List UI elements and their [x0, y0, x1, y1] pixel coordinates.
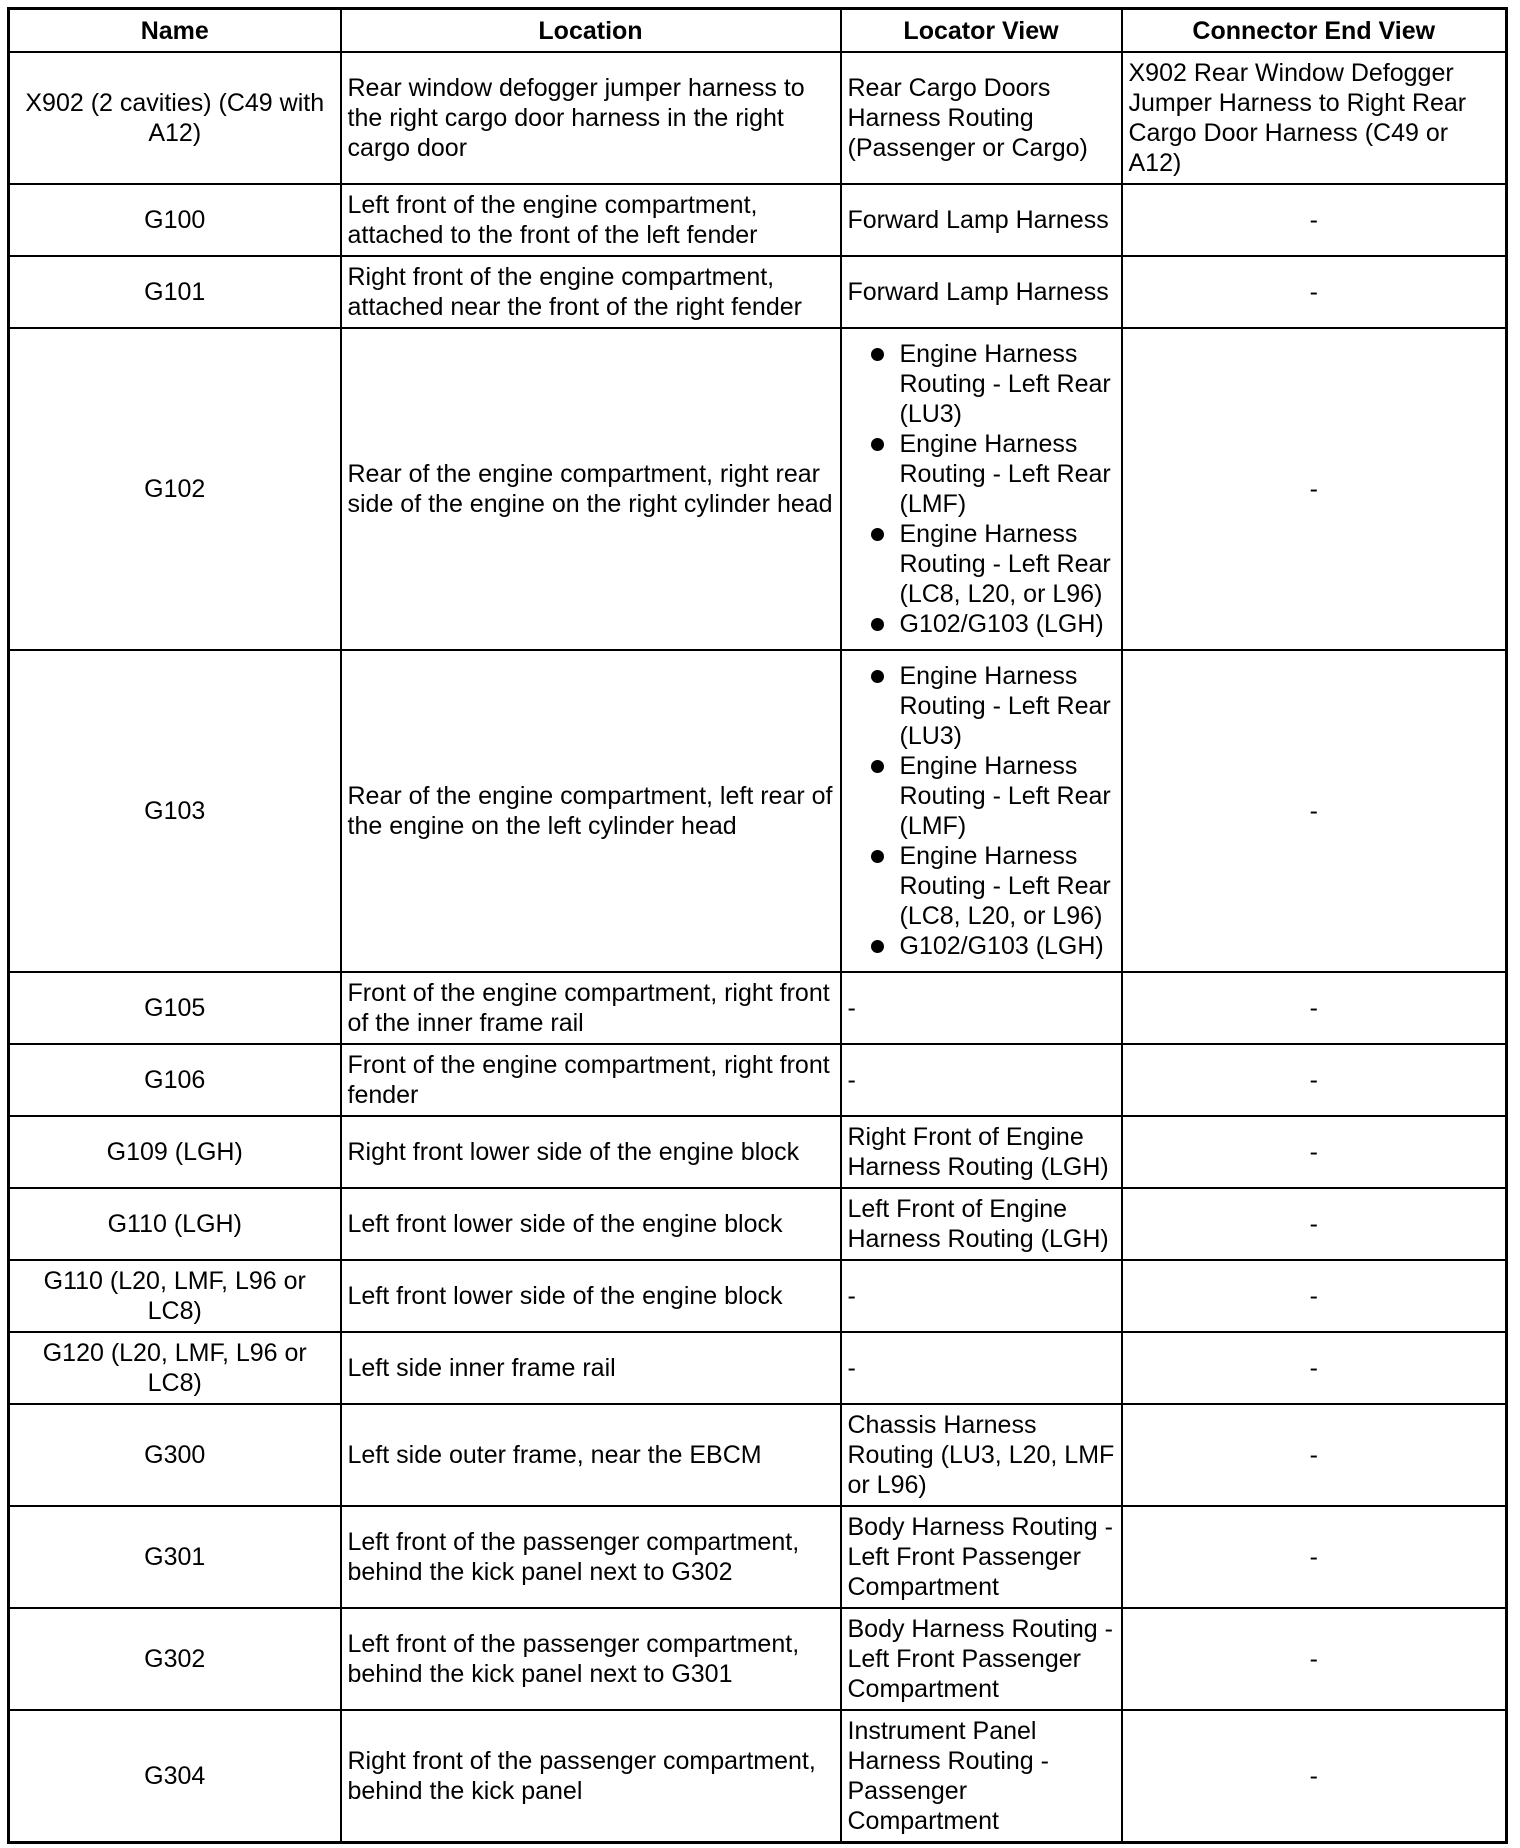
table-row	[9, 1260, 1507, 1332]
cell-connector-end-view: -	[1122, 972, 1507, 1044]
cell-connector-end-view: -	[1122, 256, 1507, 328]
cell-name: X902 (2 cavities) (C49 with A12)	[9, 52, 341, 184]
list-item-text: G102/G103 (LGH)	[899, 932, 1104, 960]
header-row	[9, 9, 1507, 53]
table-row	[9, 52, 1507, 184]
list-item	[848, 339, 1115, 429]
cell-name: G301	[9, 1506, 341, 1608]
bullet-icon	[871, 528, 884, 541]
table-row	[9, 972, 1507, 1044]
cell-connector-end-view: -	[1122, 1608, 1507, 1710]
bullet-icon	[871, 760, 884, 773]
bullet-icon	[871, 850, 884, 863]
cell-location: Front of the engine compartment, right front of the inner frame rail	[341, 972, 841, 1044]
header-locator-view: Locator View	[841, 9, 1122, 53]
cell-location: Left front of the passenger compartment, behind the kick panel next to G302	[341, 1506, 841, 1608]
cell-connector-end-view: -	[1122, 1260, 1507, 1332]
list-item-text: Engine Harness Routing - Left Rear (LMF)	[899, 430, 1111, 518]
table-row	[9, 184, 1507, 256]
list-item	[848, 751, 1115, 841]
cell-locator-view: Chassis Harness Routing (LU3, L20, LMF or L96)	[841, 1404, 1122, 1506]
cell-connector-end-view: -	[1122, 1404, 1507, 1506]
cell-location: Rear of the engine compartment, right rear side of the engine on the right cylinder head	[341, 328, 841, 650]
cell-locator-view: Body Harness Routing - Left Front Passenger Compartment	[841, 1506, 1122, 1608]
locator-view-list	[848, 339, 1115, 639]
cell-connector-end-view: -	[1122, 1710, 1507, 1842]
list-item-text: Engine Harness Routing - Left Rear (LMF)	[899, 752, 1111, 840]
cell-locator-view: Rear Cargo Doors Harness Routing (Passenger or Cargo)	[841, 52, 1122, 184]
ground-locations-table	[7, 7, 1508, 1844]
cell-location: Front of the engine compartment, right front fender	[341, 1044, 841, 1116]
list-item	[848, 609, 1115, 639]
bullet-icon	[871, 670, 884, 683]
list-item-text: Engine Harness Routing - Left Rear (LC8, L20, or L96)	[899, 520, 1111, 608]
cell-connector-end-view: -	[1122, 1116, 1507, 1188]
cell-connector-end-view: -	[1122, 650, 1507, 972]
bullet-icon	[871, 348, 884, 361]
cell-name: G100	[9, 184, 341, 256]
cell-locator-view: Left Front of Engine Harness Routing (LGH)	[841, 1188, 1122, 1260]
cell-connector-end-view: -	[1122, 1188, 1507, 1260]
list-item-text: Engine Harness Routing - Left Rear (LU3)	[899, 340, 1111, 428]
cell-connector-end-view: -	[1122, 1506, 1507, 1608]
list-item-text: G102/G103 (LGH)	[899, 610, 1104, 638]
cell-locator-view: -	[841, 1260, 1122, 1332]
cell-locator-view	[841, 650, 1122, 972]
cell-location: Rear window defogger jumper harness to the right cargo door harness in the right cargo door	[341, 52, 841, 184]
cell-name: G110 (LGH)	[9, 1188, 341, 1260]
table-row	[9, 1608, 1507, 1710]
list-item	[848, 429, 1115, 519]
cell-connector-end-view: -	[1122, 1044, 1507, 1116]
cell-location: Left side outer frame, near the EBCM	[341, 1404, 841, 1506]
cell-locator-view: -	[841, 972, 1122, 1044]
cell-name: G110 (L20, LMF, L96 or LC8)	[9, 1260, 341, 1332]
table-row	[9, 650, 1507, 972]
list-item-text: Engine Harness Routing - Left Rear (LC8, L20, or L96)	[899, 842, 1111, 930]
cell-locator-view: Body Harness Routing - Left Front Passenger Compartment	[841, 1608, 1122, 1710]
cell-locator-view	[841, 328, 1122, 650]
list-item	[848, 519, 1115, 609]
cell-location: Left front lower side of the engine block	[341, 1260, 841, 1332]
cell-location: Left front lower side of the engine block	[341, 1188, 841, 1260]
table-row	[9, 1404, 1507, 1506]
bullet-icon	[871, 618, 884, 631]
cell-name: G304	[9, 1710, 341, 1842]
table-row	[9, 328, 1507, 650]
table-row	[9, 1710, 1507, 1842]
header-connector-end-view: Connector End View	[1122, 9, 1507, 53]
cell-name: G105	[9, 972, 341, 1044]
cell-location: Left side inner frame rail	[341, 1332, 841, 1404]
table-row	[9, 256, 1507, 328]
cell-name: G106	[9, 1044, 341, 1116]
bullet-icon	[871, 940, 884, 953]
cell-name: G101	[9, 256, 341, 328]
cell-name: G120 (L20, LMF, L96 or LC8)	[9, 1332, 341, 1404]
cell-location: Right front of the passenger compartment, behind the kick panel	[341, 1710, 841, 1842]
table-row	[9, 1506, 1507, 1608]
bullet-icon	[871, 438, 884, 451]
table-row	[9, 1332, 1507, 1404]
header-location: Location	[341, 9, 841, 53]
list-item-text: Engine Harness Routing - Left Rear (LU3)	[899, 662, 1111, 750]
cell-locator-view: Forward Lamp Harness	[841, 184, 1122, 256]
cell-name: G109 (LGH)	[9, 1116, 341, 1188]
list-item	[848, 931, 1115, 961]
cell-locator-view: -	[841, 1332, 1122, 1404]
cell-connector-end-view: -	[1122, 1332, 1507, 1404]
cell-connector-end-view: X902 Rear Window Defogger Jumper Harness to Right Rear Cargo Door Harness (C49 or A12)	[1122, 52, 1507, 184]
list-item	[848, 841, 1115, 931]
cell-locator-view: Forward Lamp Harness	[841, 256, 1122, 328]
cell-connector-end-view: -	[1122, 328, 1507, 650]
cell-locator-view: -	[841, 1044, 1122, 1116]
cell-location: Left front of the engine compartment, attached to the front of the left fender	[341, 184, 841, 256]
cell-name: G103	[9, 650, 341, 972]
cell-location: Right front lower side of the engine block	[341, 1116, 841, 1188]
table-row	[9, 1116, 1507, 1188]
table-row	[9, 1044, 1507, 1116]
cell-location: Right front of the engine compartment, attached near the front of the right fender	[341, 256, 841, 328]
cell-name: G302	[9, 1608, 341, 1710]
table-row	[9, 1188, 1507, 1260]
cell-name: G300	[9, 1404, 341, 1506]
cell-name: G102	[9, 328, 341, 650]
header-name: Name	[9, 9, 341, 53]
locator-view-list	[848, 661, 1115, 961]
cell-location: Left front of the passenger compartment, behind the kick panel next to G301	[341, 1608, 841, 1710]
list-item	[848, 661, 1115, 751]
cell-locator-view: Right Front of Engine Harness Routing (LGH)	[841, 1116, 1122, 1188]
cell-location: Rear of the engine compartment, left rear of the engine on the left cylinder head	[341, 650, 841, 972]
cell-connector-end-view: -	[1122, 184, 1507, 256]
cell-locator-view: Instrument Panel Harness Routing - Passenger Compartment	[841, 1710, 1122, 1842]
